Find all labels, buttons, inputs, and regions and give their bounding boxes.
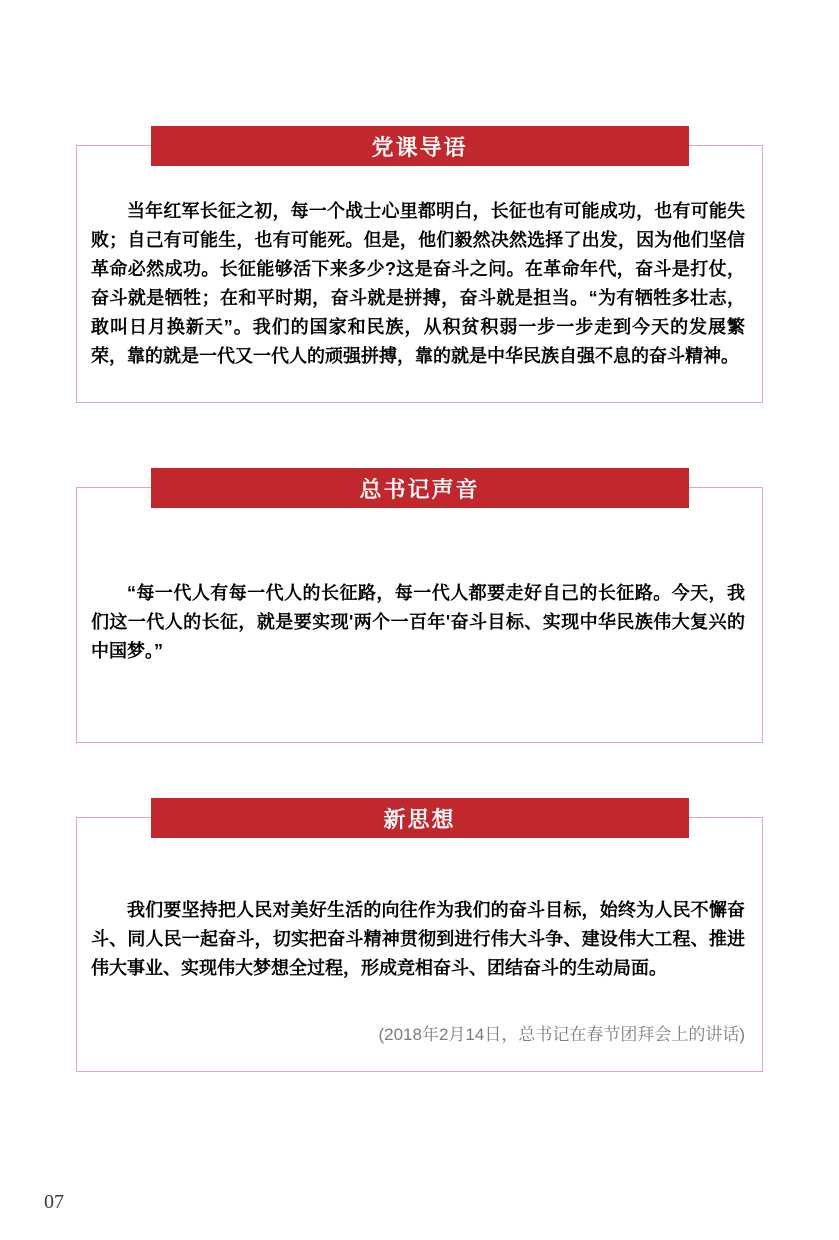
section-banner xyxy=(151,798,689,838)
section-paragraph: “每一代人有每一代人的长征路，每一代人都要走好自己的长征路。今天，我们这一代人的长征，就是要实现'两个一百年'奋斗目标、实现中华民族伟大复兴的中国梦。” xyxy=(91,583,745,661)
section-card-new-thought xyxy=(76,806,763,1072)
section-banner xyxy=(151,468,689,508)
section-paragraph: 当年红军长征之初，每一个战士心里都明白，长征也有可能成功，也有可能失败；自己有可能生，也有可能死。但是，他们毅然决然选择了出发，因为他们坚信革命必然成功。长征能够活下来多少?这是奋斗之问。在革命年代，奋斗是打仗，奋斗就是牺牲；在和平时期，奋斗就是拼搏，奋斗就是担当。“为有牺牲多壮志，敢叫日月换新天”。我们的国家和民族，从积贫积弱一步一步走到今天的发展繁荣，靠的就是一代又一代人的顽强拼搏，靠的就是中华民族自强不息的奋斗精神。 xyxy=(91,201,745,366)
section-title: 新思想 xyxy=(383,806,456,832)
section-title: 党课导语 xyxy=(371,134,468,160)
page-number: 07 xyxy=(44,1191,64,1213)
section-banner xyxy=(151,126,689,166)
section-body xyxy=(77,818,762,1047)
section-card-lesson-intro xyxy=(76,134,763,403)
quote-attribution: (2018年2月14日，总书记在春节团拜会上的讲话) xyxy=(378,1025,745,1044)
section-paragraph: 我们要坚持把人民对美好生活的向往作为我们的奋斗目标，始终为人民不懈奋斗、同人民一起奋斗，切实把奋斗精神贯彻到进行伟大斗争、建设伟大工程、推进伟大事业、实现伟大梦想全过程，形成竞相奋斗、团结奋斗的生动局面。 xyxy=(91,900,745,978)
section-body xyxy=(77,488,762,666)
section-title: 总书记声音 xyxy=(359,476,480,502)
section-body xyxy=(77,146,762,371)
section-card-secretary-voice xyxy=(76,476,763,743)
